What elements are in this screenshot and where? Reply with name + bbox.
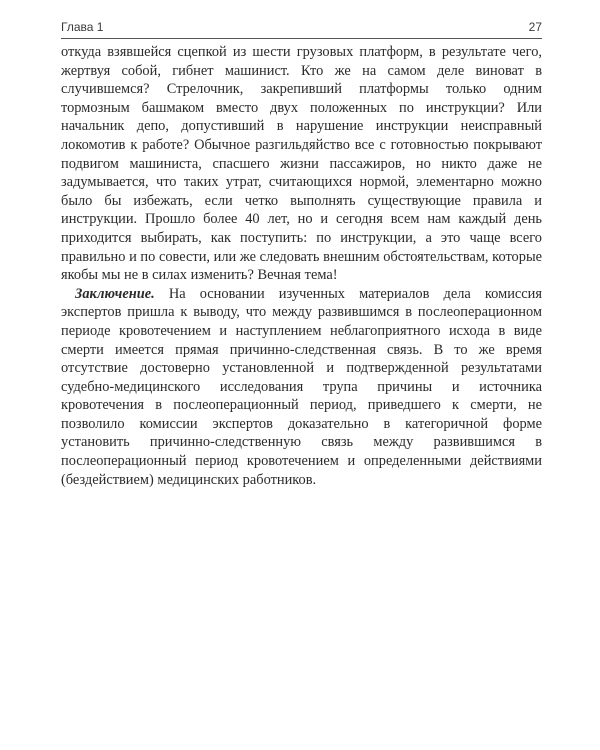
running-header [61, 18, 542, 38]
header-rule [61, 38, 542, 39]
paragraph-continuation [61, 43, 542, 285]
chapter-label: Глава 1 [61, 20, 104, 34]
body-text [61, 43, 542, 489]
conclusion-lead-in: Заключение. [75, 285, 155, 302]
paragraph-text: откуда взявшейся сцепкой из шести грузовых платформ, в результате чего, жертвуя собой, гибнет машинист. Кто же на самом деле виноват в случившемся? Стрелочник, закрепивший платформы только одним тормозным башмаком вместо двух положенных по инструкции? Или начальник депо, допустивший в нарушение инструкции неисправный локомотив к работе? Обычное разгильдяйство все с готовностью покрывают подвигом машиниста, спасшего жизни пассажиров, но никто даже не задумывается, что таких утрат, считающихся нормой, элементарно можно было бы избежать, если четко выполнять существующие правила и инструкции. Прошло более 40 лет, но и сегодня всем нам каждый день приходится выбирать, как поступить: по инструкции, а это чаще всего правильно и по совести, или же следовать внешним обстоятельствам, которые якобы мы не в силах изменить? Вечная тема! [61, 44, 542, 284]
paragraph-conclusion [61, 285, 542, 490]
page-number: 27 [528, 20, 542, 34]
paragraph-text: На основании изученных материалов дела комиссия экспертов пришла к выводу, что между развившимся в послеоперационном периоде кровотечением и наступлением неблагоприятного исхода в виде смерти имеется прямая причинно-следственная связь. В то же время отсутствие достоверно установленной и подтвержденной результатами судебно-медицинского исследования трупа причины и источника кровотечения в послеоперационный период, приведшего к смерти, не позволило комиссии экспертов доказательно в категоричной форме установить причинно-следственную связь между развившимся в послеоперационный период кровотечением и определенными действиями (бездействием) медицинских работников. [61, 285, 542, 488]
